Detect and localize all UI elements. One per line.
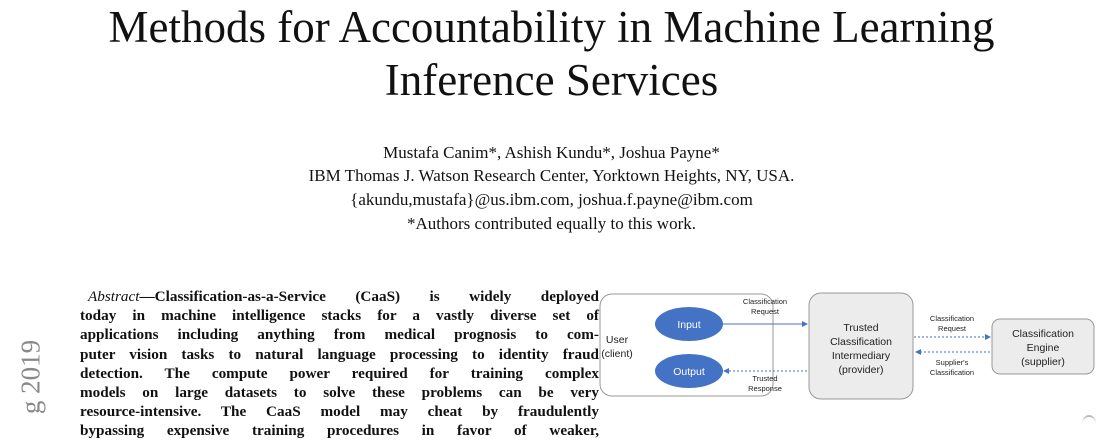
page-edge-mark [1082, 415, 1096, 433]
system-diagram-svg [596, 292, 1096, 402]
intermediary-label-line1: Trusted [843, 322, 879, 334]
arxiv-margin-date: g 2019 [15, 339, 46, 415]
abstract-label: Abstract [88, 288, 140, 305]
supplier-response-label-line1: Supplier's [935, 358, 969, 367]
abstract-line: bypassing expensive training procedures in favor of weaker, [80, 422, 599, 440]
author-affiliation: IBM Thomas J. Watson Research Center, Yorktown Heights, NY, USA. [308, 166, 795, 185]
input-label: Input [677, 319, 701, 331]
request-arrow-label-line2: Request [751, 307, 779, 316]
abstract-line: today in machine intelligence stacks for a vastly diverse set of [80, 307, 599, 325]
response-arrow-label-line2: Response [748, 384, 782, 393]
paper-title-line-1: Methods for Accountability in Machine Learning [108, 2, 995, 52]
engine-label-line3: (supplier) [1021, 356, 1065, 368]
author-names: Mustafa Canim*, Ashish Kundu*, Joshua Payne* [383, 143, 720, 162]
output-label: Output [673, 366, 705, 378]
abstract-line: puter vision tasks to natural language processing to identity fraud [80, 345, 599, 363]
supplier-request-label-line1: Classification [929, 314, 975, 323]
system-diagram [596, 292, 1096, 402]
engine-label-line1: Classification [1012, 328, 1074, 340]
supplier-response-label-line2: Classification [929, 368, 975, 377]
intermediary-label-line3: Intermediary [831, 350, 891, 362]
user-label-line1: User [605, 334, 629, 346]
abstract-line: applications including anything from medical prognosis to com- [80, 326, 599, 344]
abstract [80, 287, 599, 441]
request-arrow-label-line1: Classification [742, 297, 788, 306]
arxiv-margin-stamp [8, 312, 54, 442]
abstract-line: resource-intensive. The CaaS model may cheat by fraudulently [80, 403, 599, 421]
paper-title-line-2: Inference Services [384, 55, 719, 105]
response-arrow-label-line1: Trusted [752, 374, 778, 383]
abstract-line: models on large datasets to solve these problems can be very [80, 384, 599, 402]
abstract-line-text: —Classification-as-a-Service (CaaS) is widely deployed [139, 288, 599, 305]
abstract-line: detection. The compute power required for training complex [80, 364, 599, 382]
user-label-line2: (client) [601, 348, 633, 360]
abstract-line [80, 287, 599, 306]
intermediary-label-line2: Classification [830, 336, 892, 348]
author-emails: {akundu,mustafa}@us.ibm.com, joshua.f.payne@ibm.com [350, 190, 753, 209]
intermediary-label-line4: (provider) [838, 364, 884, 376]
engine-label-line2: Engine [1026, 342, 1060, 354]
supplier-request-label-line2: Request [938, 324, 966, 333]
equal-contribution-note: *Authors contributed equally to this work. [407, 214, 696, 233]
